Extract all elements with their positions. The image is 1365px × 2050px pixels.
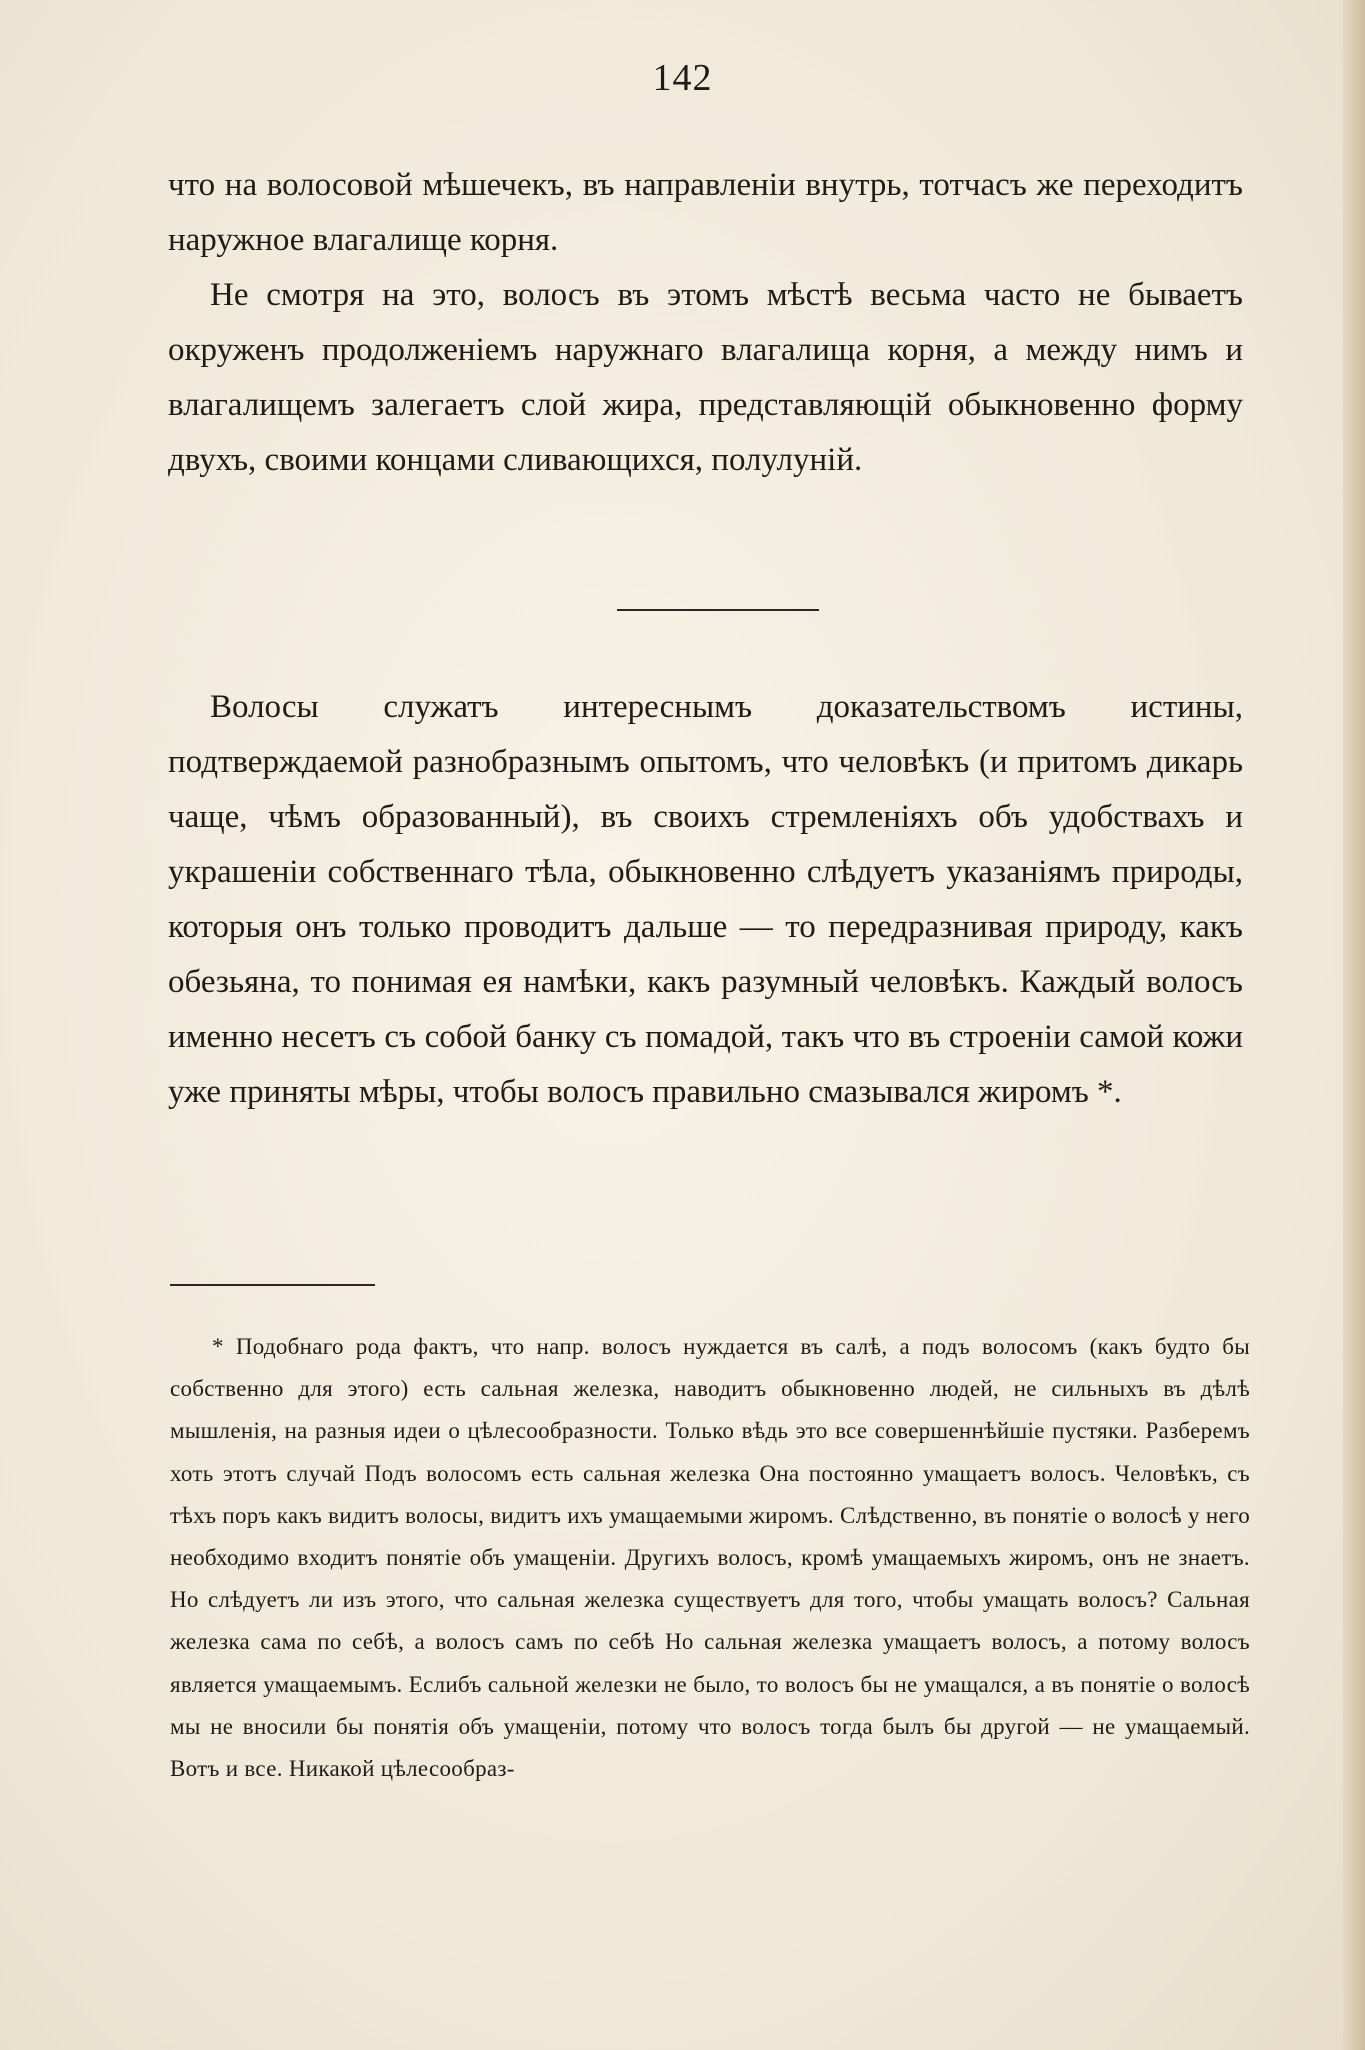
upper-text-block <box>168 158 1243 488</box>
lower-text-block <box>168 680 1243 1120</box>
section-divider <box>617 609 819 611</box>
paragraph-2: Не смотря на это, волосъ въ этомъ мѣстѣ весьма часто не бываетъ окруженъ продолженіемъ наружнаго влагалища корня, а между нимъ и влагалищемъ залегаетъ слой жира, представляющій обыкновенно форму двухъ, своими концами сливающихся, полулуній. <box>168 277 1243 478</box>
footnote-rule <box>170 1284 375 1286</box>
footnote: * Подобнаго рода фактъ, что напр. волосъ нуждается въ салѣ, а подъ волосомъ (какъ будто бы собственно для этого) есть сальная железка, наводитъ обыкновенно людей, не сильныхъ въ дѣлѣ мышленія, на разныя идеи о цѣлесообразности. Только вѣдь это все совершеннѣйшіе пустяки. Разберемъ хоть этотъ случай Подъ волосомъ есть сальная железка Она постоянно умащаетъ волосъ. Человѣкъ, съ тѣхъ поръ какъ видитъ волосы, видитъ ихъ умащаемыми жиромъ. Слѣдственно, въ понятіе о волосѣ у него необходимо входитъ понятіе объ умащеніи. Другихъ волосъ, кромѣ умащаемыхъ жиромъ, онъ не знаетъ. Но слѣдуетъ ли изъ этого, что сальная железка существуетъ для того, чтобы умащать волосъ? Сальная железка сама по себѣ, а волосъ самъ по себѣ Но сальная железка умащаетъ волосъ, а потому волосъ является умащаемымъ. Еслибъ сальной железки не было, то волосъ бы не умащался, а въ понятіе о волосѣ мы не вносили бы понятія объ умащеніи, потому что волосъ тогда былъ бы другой — не умащаемый. Вотъ и все. Никакой цѣлесообраз- <box>170 1334 1250 1782</box>
page-number: 142 <box>652 57 713 99</box>
continuation-paragraph: что на волосовой мѣшечекъ, въ направленіи внутрь, тотчасъ же переходитъ наружное влагалище корня. <box>168 167 1243 258</box>
page-edge <box>1343 0 1365 2050</box>
paragraph-3: Волосы служатъ интереснымъ доказательствомъ истины, подтверждаемой разнобразнымъ опытомъ, что человѣкъ (и притомъ дикарь чаще, чѣмъ образованный), въ своихъ стремленіяхъ объ удобствахъ и украшеніи собственнаго тѣла, обыкновенно слѣдуетъ указаніямъ природы, которыя онъ только проводитъ дальше — то передразнивая природу, какъ обезьяна, то понимая ея намѣки, какъ разумный человѣкъ. Каждый волосъ именно несетъ съ собой банку съ помадой, такъ что въ строеніи самой кожи уже приняты мѣры, чтобы волосъ правильно смазывался жиромъ *. <box>168 689 1243 1110</box>
